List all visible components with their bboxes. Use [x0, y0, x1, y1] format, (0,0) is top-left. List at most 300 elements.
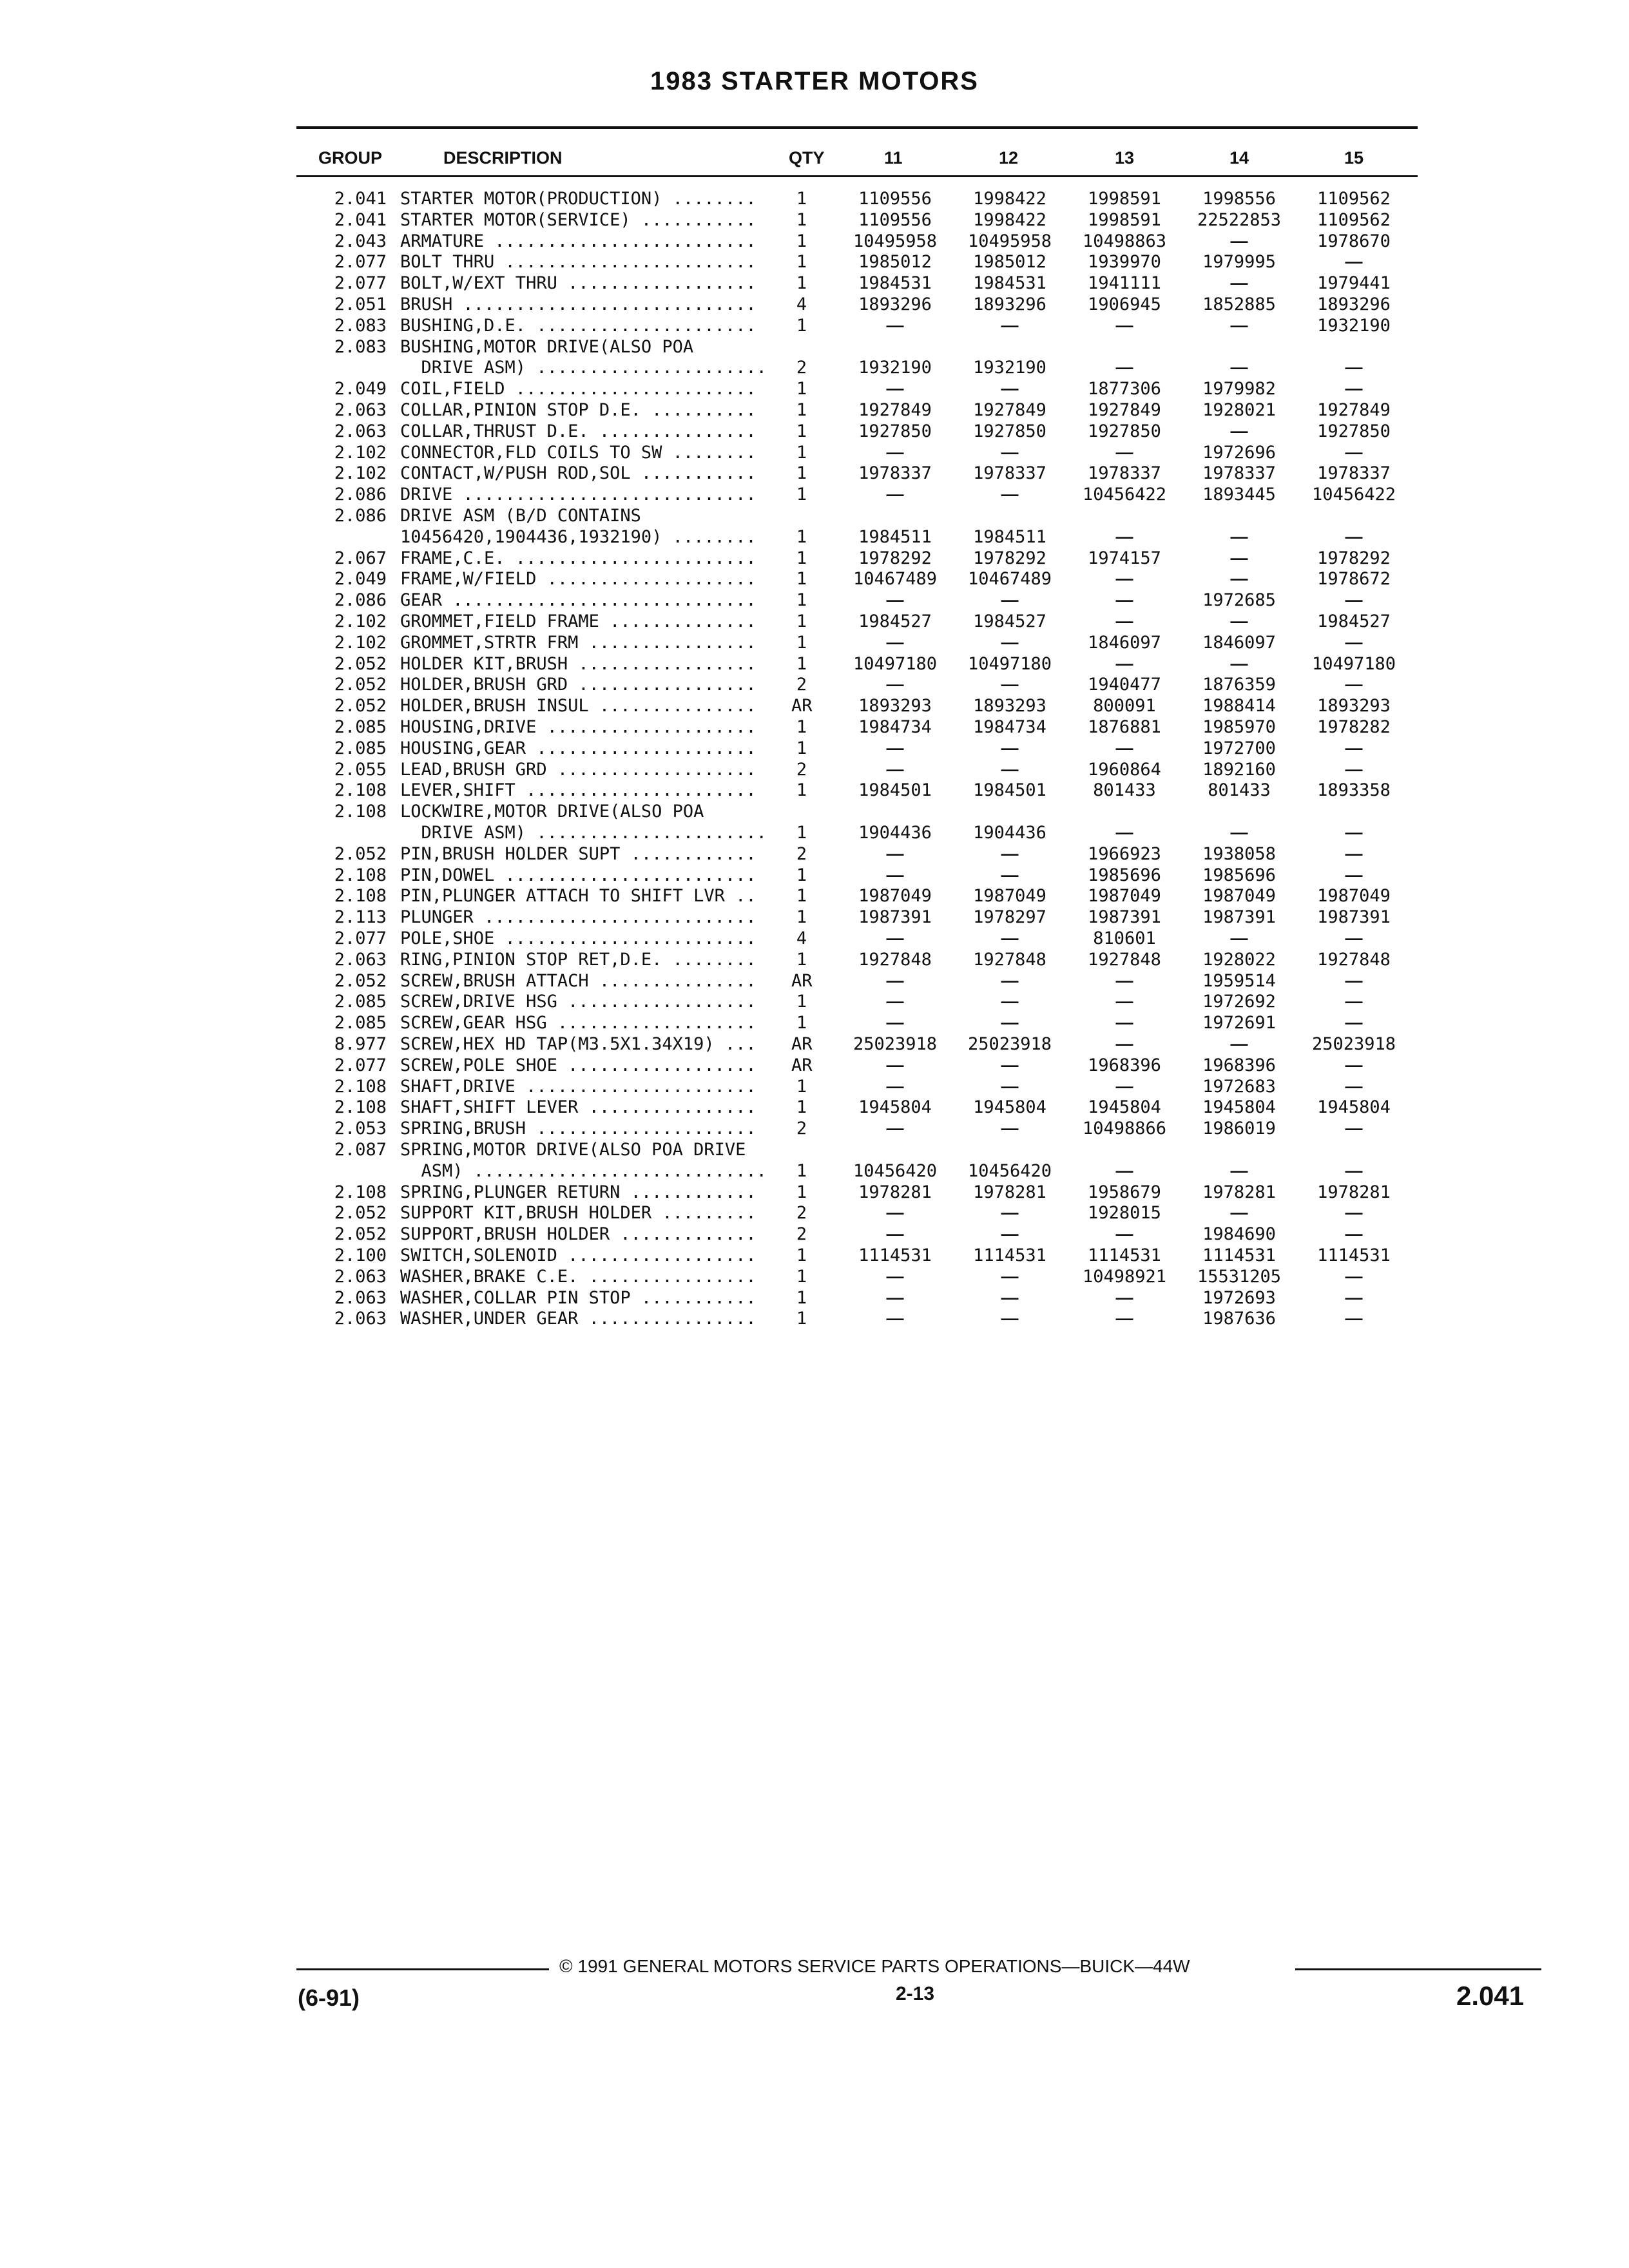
qty-cell: AR — [791, 1034, 813, 1054]
description-cell: BOLT,W/EXT THRU .................. — [400, 273, 757, 294]
part-number-cell: — — [1001, 1266, 1019, 1286]
qty-cell: 1 — [796, 379, 807, 399]
part-number-cell: — — [886, 632, 904, 652]
part-number-cell: — — [1345, 970, 1363, 990]
header-col-11: 11 — [884, 148, 903, 168]
part-number-cell: 1945804 — [973, 1097, 1046, 1118]
description-cell: 10456420,1904436,1932190) ........ — [400, 526, 757, 547]
part-number-cell: 10498863 — [1082, 231, 1167, 251]
description-cell: BOLT THRU ........................ — [400, 252, 757, 273]
part-number-cell: — — [1115, 590, 1133, 610]
group-cell: 2.086 — [334, 506, 387, 526]
description-cell: HOLDER,BRUSH INSUL ............... — [400, 696, 757, 716]
description-cell: SPRING,MOTOR DRIVE(ALSO POA DRIVE — [400, 1140, 746, 1160]
part-number-cell: — — [1115, 823, 1133, 842]
header-col-15: 15 — [1344, 148, 1364, 168]
part-number-cell: 1928021 — [1202, 400, 1276, 420]
qty-cell: 1 — [796, 209, 807, 230]
part-number-cell: 1876881 — [1088, 717, 1161, 737]
description-cell: SPRING,PLUNGER RETURN ............ — [400, 1182, 757, 1202]
qty-cell: 1 — [796, 400, 807, 420]
table-row — [0, 695, 1629, 716]
part-number-cell: 10456420 — [967, 1160, 1052, 1181]
part-number-cell: — — [1345, 1119, 1363, 1139]
part-number-cell: 1893445 — [1202, 485, 1276, 505]
part-number-cell: — — [1001, 865, 1019, 885]
part-number-cell: 1906945 — [1088, 294, 1161, 314]
group-cell: 2.085 — [334, 992, 387, 1012]
part-number-cell: — — [1345, 675, 1363, 695]
qty-cell: 1 — [796, 653, 807, 674]
part-number-cell: — — [886, 738, 904, 758]
part-number-cell: 1978337 — [1202, 463, 1276, 484]
header-qty: QTY — [789, 148, 825, 168]
qty-cell: 1 — [796, 907, 807, 928]
qty-cell: 1 — [796, 252, 807, 273]
part-number-cell: 1972692 — [1202, 992, 1276, 1012]
part-number-cell: — — [1230, 526, 1248, 546]
group-cell: 2.052 — [334, 653, 387, 674]
part-number-cell: 25023918 — [1311, 1034, 1396, 1054]
part-number-cell: — — [1230, 231, 1248, 251]
part-number-cell: — — [886, 1013, 904, 1033]
qty-cell: 1 — [796, 231, 807, 251]
table-row — [0, 463, 1629, 484]
table-row — [0, 991, 1629, 1012]
part-number-cell: 1960864 — [1088, 759, 1161, 780]
group-cell: 2.055 — [334, 759, 387, 780]
table-row — [0, 1097, 1629, 1118]
part-number-cell: 1985696 — [1088, 865, 1161, 885]
part-number-cell: 1939970 — [1088, 252, 1161, 273]
table-row — [0, 1182, 1629, 1203]
table-row — [0, 1055, 1629, 1076]
table-row — [0, 885, 1629, 907]
group-cell: 2.108 — [334, 802, 387, 822]
part-number-cell: 1109562 — [1317, 189, 1391, 209]
group-cell: 2.052 — [334, 1203, 387, 1224]
part-number-cell: 1998591 — [1088, 189, 1161, 209]
part-number-cell: — — [886, 843, 904, 863]
description-cell: HOUSING,DRIVE .................... — [400, 717, 757, 737]
part-number-cell: — — [1001, 1287, 1019, 1307]
description-cell: SUPPORT,BRUSH HOLDER ............. — [400, 1224, 757, 1245]
table-row — [0, 653, 1629, 675]
table-row — [0, 1160, 1629, 1182]
part-number-cell: 1987049 — [858, 886, 932, 907]
qty-cell: 1 — [796, 189, 807, 209]
part-number-cell: 1877306 — [1088, 379, 1161, 399]
description-cell: COLLAR,PINION STOP D.E. .......... — [400, 400, 757, 420]
part-number-cell: — — [886, 1287, 904, 1307]
part-number-cell: — — [1230, 1203, 1248, 1223]
qty-cell: 2 — [796, 1203, 807, 1224]
description-cell: COLLAR,THRUST D.E. ............... — [400, 421, 757, 441]
part-number-cell: — — [1115, 526, 1133, 546]
part-number-cell: 801433 — [1093, 780, 1156, 801]
qty-cell: 1 — [796, 1076, 807, 1097]
group-cell: 2.108 — [334, 865, 387, 885]
part-number-cell: 10456422 — [1311, 485, 1396, 505]
part-number-cell: — — [886, 675, 904, 695]
part-number-cell: 1998422 — [973, 209, 1046, 230]
part-number-cell: — — [1001, 1309, 1019, 1329]
part-number-cell: 1972691 — [1202, 1013, 1276, 1033]
part-number-cell: 1978337 — [1317, 463, 1391, 484]
part-number-cell: 1974157 — [1088, 548, 1161, 568]
table-row — [0, 251, 1629, 273]
part-number-cell: — — [1001, 843, 1019, 863]
part-number-cell: 1987049 — [1317, 886, 1391, 907]
part-number-cell: 25023918 — [967, 1034, 1052, 1054]
footer-page-number: 2-13 — [896, 1983, 935, 2004]
part-number-cell: 1846097 — [1088, 632, 1161, 653]
group-cell: 2.083 — [334, 336, 387, 357]
part-number-cell: 1893293 — [1317, 696, 1391, 716]
part-number-cell: — — [1001, 590, 1019, 610]
footer-rule-left — [296, 1968, 549, 1970]
group-cell: 2.052 — [334, 843, 387, 864]
part-number-cell: 1968396 — [1088, 1055, 1161, 1075]
part-number-cell: — — [1001, 1076, 1019, 1096]
part-number-cell: 1945804 — [858, 1097, 932, 1118]
part-number-cell: — — [1345, 1203, 1363, 1223]
part-number-cell: 1979441 — [1317, 273, 1391, 294]
description-cell: PIN,PLUNGER ATTACH TO SHIFT LVR .. — [400, 886, 757, 907]
part-number-cell: 10467489 — [853, 569, 938, 590]
part-number-cell: 1927850 — [973, 421, 1046, 441]
qty-cell: 1 — [796, 442, 807, 463]
part-number-cell: — — [1345, 1160, 1363, 1180]
table-row — [0, 568, 1629, 590]
table-row — [0, 759, 1629, 780]
qty-cell: AR — [791, 696, 813, 716]
qty-cell: 1 — [796, 273, 807, 294]
description-cell: SCREW,HEX HD TAP(M3.5X1.34X19) ... — [400, 1034, 757, 1054]
part-number-cell: — — [1115, 1309, 1133, 1329]
group-cell: 2.102 — [334, 611, 387, 631]
header-description: DESCRIPTION — [443, 148, 563, 168]
part-number-cell: 1893296 — [858, 294, 932, 314]
qty-cell: 1 — [796, 632, 807, 653]
part-number-cell: 1927849 — [973, 400, 1046, 420]
description-cell: POLE,SHOE ........................ — [400, 928, 757, 948]
part-number-cell: — — [1345, 1076, 1363, 1096]
qty-cell: 1 — [796, 463, 807, 484]
part-number-cell: 1984690 — [1202, 1224, 1276, 1245]
part-number-cell: 1985012 — [973, 252, 1046, 273]
table-row — [0, 674, 1629, 695]
qty-cell: 1 — [796, 590, 807, 611]
table-row — [0, 1076, 1629, 1097]
group-cell: 2.051 — [334, 294, 387, 314]
description-cell: PLUNGER .......................... — [400, 907, 757, 928]
description-cell: PIN,BRUSH HOLDER SUPT ............ — [400, 843, 757, 864]
table-row — [0, 484, 1629, 505]
group-cell: 2.086 — [334, 590, 387, 611]
part-number-cell: — — [1230, 273, 1248, 293]
group-cell: 2.063 — [334, 1266, 387, 1287]
group-cell: 2.052 — [334, 696, 387, 716]
description-cell: GEAR ............................. — [400, 590, 757, 611]
table-row — [0, 1266, 1629, 1287]
description-cell: STARTER MOTOR(SERVICE) ........... — [400, 209, 757, 230]
part-number-cell: 1987391 — [1088, 907, 1161, 928]
description-cell: LEAD,BRUSH GRD ................... — [400, 759, 757, 780]
page-title: 1983 STARTER MOTORS — [650, 67, 979, 95]
qty-cell: 1 — [796, 569, 807, 590]
part-number-cell: — — [1001, 1224, 1019, 1244]
group-cell: 2.077 — [334, 1055, 387, 1075]
part-number-cell: — — [1345, 992, 1363, 1012]
description-cell: HOUSING,GEAR ..................... — [400, 738, 757, 758]
part-number-cell: 1941111 — [1088, 273, 1161, 294]
group-cell: 2.041 — [334, 189, 387, 209]
description-cell: DRIVE ............................ — [400, 485, 757, 505]
part-number-cell: 1998422 — [973, 189, 1046, 209]
header-top-rule — [296, 126, 1418, 129]
qty-cell: 1 — [796, 611, 807, 631]
group-cell: 2.108 — [334, 1076, 387, 1097]
part-number-cell: 1978282 — [1317, 717, 1391, 737]
part-number-cell: 1932190 — [973, 358, 1046, 378]
part-number-cell: — — [1345, 1287, 1363, 1307]
part-number-cell: 1972696 — [1202, 442, 1276, 463]
qty-cell: 1 — [796, 1287, 807, 1308]
part-number-cell: 1987391 — [1202, 907, 1276, 928]
table-row — [0, 865, 1629, 886]
part-number-cell: 1978281 — [973, 1182, 1046, 1202]
part-number-cell: 1987391 — [858, 907, 932, 928]
description-cell: SHAFT,SHIFT LEVER ................ — [400, 1097, 757, 1118]
part-number-cell: 1979982 — [1202, 379, 1276, 399]
header-col-12: 12 — [999, 148, 1019, 168]
part-number-cell: — — [1001, 970, 1019, 990]
part-number-cell: — — [1230, 928, 1248, 948]
part-number-cell: — — [1230, 315, 1248, 335]
group-cell: 2.052 — [334, 1224, 387, 1245]
part-number-cell: 1978281 — [858, 1182, 932, 1202]
part-number-cell: 1972700 — [1202, 738, 1276, 758]
part-number-cell: 1978281 — [1202, 1182, 1276, 1202]
part-number-cell: 1984527 — [1317, 611, 1391, 631]
group-cell: 2.077 — [334, 252, 387, 273]
table-row — [0, 548, 1629, 569]
part-number-cell: 1927850 — [1317, 421, 1391, 441]
part-number-cell: — — [1001, 1119, 1019, 1139]
qty-cell: 1 — [796, 421, 807, 441]
qty-cell: 1 — [796, 526, 807, 547]
group-cell: 2.052 — [334, 970, 387, 991]
part-number-cell: — — [1345, 865, 1363, 885]
part-number-cell: — — [1115, 315, 1133, 335]
part-number-cell: — — [1001, 1203, 1019, 1223]
part-number-cell: — — [1115, 358, 1133, 378]
part-number-cell: — — [1001, 738, 1019, 758]
table-row — [0, 590, 1629, 611]
part-number-cell: — — [886, 1224, 904, 1244]
group-cell: 2.108 — [334, 1182, 387, 1202]
group-cell: 2.063 — [334, 1309, 387, 1329]
group-cell: 2.102 — [334, 442, 387, 463]
part-number-cell: — — [886, 865, 904, 885]
description-cell: SCREW,GEAR HSG ................... — [400, 1013, 757, 1033]
part-number-cell: — — [886, 928, 904, 948]
qty-cell: 1 — [796, 1266, 807, 1287]
description-cell: BUSHING,MOTOR DRIVE(ALSO POA — [400, 336, 694, 357]
part-number-cell: — — [1115, 569, 1133, 589]
part-number-cell: — — [886, 992, 904, 1012]
description-cell: SHAFT,DRIVE ...................... — [400, 1076, 757, 1097]
qty-cell: 1 — [796, 1245, 807, 1265]
header-bottom-rule — [296, 175, 1418, 177]
description-cell: HOLDER KIT,BRUSH ................. — [400, 653, 757, 674]
table-row — [0, 231, 1629, 252]
description-cell: LOCKWIRE,MOTOR DRIVE(ALSO POA — [400, 802, 704, 822]
part-number-cell: — — [886, 970, 904, 990]
description-cell: CONNECTOR,FLD COILS TO SW ........ — [400, 442, 757, 463]
part-number-cell: 1998556 — [1202, 189, 1276, 209]
part-number-cell: — — [1345, 379, 1363, 399]
qty-cell: 1 — [796, 315, 807, 336]
group-cell: 2.063 — [334, 949, 387, 970]
part-number-cell: 1927849 — [1088, 400, 1161, 420]
part-number-cell: — — [1001, 442, 1019, 462]
part-number-cell: — — [1115, 1160, 1133, 1180]
part-number-cell: 10497180 — [967, 653, 1052, 674]
part-number-cell: 1978672 — [1317, 569, 1391, 590]
qty-cell: 1 — [796, 949, 807, 970]
part-number-cell: — — [1001, 1013, 1019, 1033]
part-number-cell: 25023918 — [853, 1034, 938, 1054]
part-number-cell: — — [1345, 252, 1363, 272]
part-number-cell: 1978337 — [1088, 463, 1161, 484]
part-number-cell: 1987391 — [1317, 907, 1391, 928]
qty-cell: 1 — [796, 865, 807, 885]
description-cell: DRIVE ASM) ...................... — [400, 358, 767, 378]
part-number-cell: 1972685 — [1202, 590, 1276, 611]
description-cell: DRIVE ASM (B/D CONTAINS — [400, 506, 641, 526]
part-number-cell: 1998591 — [1088, 209, 1161, 230]
part-number-cell: 1972683 — [1202, 1076, 1276, 1097]
table-row — [0, 928, 1629, 949]
part-number-cell: 1904436 — [858, 823, 932, 843]
group-cell: 8.977 — [334, 1034, 387, 1054]
footer-date: (6-91) — [298, 1984, 360, 2011]
part-number-cell: 1978292 — [973, 548, 1046, 568]
part-number-cell: — — [1115, 1287, 1133, 1307]
part-number-cell: 1927849 — [858, 400, 932, 420]
part-number-cell: — — [886, 1119, 904, 1139]
description-cell: SCREW,POLE SHOE .................. — [400, 1055, 757, 1075]
table-row — [0, 738, 1629, 759]
part-number-cell: 1984501 — [973, 780, 1046, 801]
part-number-cell: — — [1230, 611, 1248, 631]
part-number-cell: 1927848 — [973, 949, 1046, 970]
part-number-cell: — — [1345, 928, 1363, 948]
part-number-cell: 1927848 — [858, 949, 932, 970]
part-number-cell: 10497180 — [1311, 653, 1396, 674]
group-cell: 2.063 — [334, 400, 387, 420]
table-row — [0, 949, 1629, 970]
part-number-cell: 1987049 — [973, 886, 1046, 907]
part-number-cell: 1984501 — [858, 780, 932, 801]
part-number-cell: — — [1345, 1224, 1363, 1244]
group-cell: 2.085 — [334, 738, 387, 758]
part-number-cell: 1987049 — [1202, 886, 1276, 907]
part-number-cell: 1945804 — [1202, 1097, 1276, 1118]
table-row — [0, 1308, 1629, 1329]
part-number-cell: — — [1345, 1055, 1363, 1075]
part-number-cell: 1927848 — [1088, 949, 1161, 970]
group-cell: 2.100 — [334, 1245, 387, 1265]
part-number-cell: 1114531 — [1202, 1245, 1276, 1265]
part-number-cell: — — [886, 759, 904, 779]
part-number-cell: 1986019 — [1202, 1119, 1276, 1139]
part-number-cell: 1109562 — [1317, 209, 1391, 230]
part-number-cell: 1959514 — [1202, 970, 1276, 991]
footer-section-number: 2.041 — [1456, 1981, 1525, 2011]
part-number-cell: 1987049 — [1088, 886, 1161, 907]
part-number-cell: — — [1230, 1034, 1248, 1053]
group-cell: 2.077 — [334, 928, 387, 948]
part-number-cell: — — [1345, 823, 1363, 842]
part-number-cell: 1893293 — [858, 696, 932, 716]
table-row — [0, 273, 1629, 294]
description-cell: SWITCH,SOLENOID .................. — [400, 1245, 757, 1265]
description-cell: STARTER MOTOR(PRODUCTION) ........ — [400, 189, 757, 209]
qty-cell: 1 — [796, 1309, 807, 1329]
description-cell: WASHER,BRAKE C.E. ................ — [400, 1266, 757, 1287]
group-cell: 2.102 — [334, 463, 387, 484]
description-cell: GROMMET,FIELD FRAME .............. — [400, 611, 757, 631]
group-cell: 2.063 — [334, 1287, 387, 1308]
description-cell: ASM) ............................ — [400, 1160, 767, 1181]
table-row — [0, 1033, 1629, 1055]
part-number-cell: 10456422 — [1082, 485, 1167, 505]
table-row — [0, 399, 1629, 421]
description-cell: SPRING,BRUSH ..................... — [400, 1119, 757, 1139]
part-number-cell: — — [1001, 992, 1019, 1012]
qty-cell: AR — [791, 1055, 813, 1075]
qty-cell: 1 — [796, 485, 807, 505]
part-number-cell: — — [1345, 358, 1363, 378]
part-number-cell: 1984527 — [858, 611, 932, 631]
part-number-cell: — — [886, 1266, 904, 1286]
part-number-cell: 1978281 — [1317, 1182, 1391, 1202]
group-cell: 2.083 — [334, 315, 387, 336]
part-number-cell: 1987636 — [1202, 1309, 1276, 1329]
table-row — [0, 1202, 1629, 1224]
description-cell: WASHER,COLLAR PIN STOP ........... — [400, 1287, 757, 1308]
part-number-cell: — — [1345, 843, 1363, 863]
group-cell: 2.077 — [334, 273, 387, 294]
part-number-cell: 1984527 — [973, 611, 1046, 631]
part-number-cell: 22522853 — [1197, 209, 1282, 230]
table-row — [0, 357, 1629, 378]
part-number-cell: 1114531 — [1317, 1245, 1391, 1265]
part-number-cell: 1932190 — [1317, 315, 1391, 336]
table-row — [0, 843, 1629, 865]
part-number-cell: — — [886, 1076, 904, 1096]
part-number-cell: 800091 — [1093, 696, 1156, 716]
qty-cell: 1 — [796, 1097, 807, 1118]
group-cell: 2.052 — [334, 675, 387, 695]
part-number-cell: 1114531 — [858, 1245, 932, 1265]
qty-cell: 2 — [796, 1224, 807, 1245]
part-number-cell: 1927850 — [1088, 421, 1161, 441]
table-row — [0, 315, 1629, 336]
